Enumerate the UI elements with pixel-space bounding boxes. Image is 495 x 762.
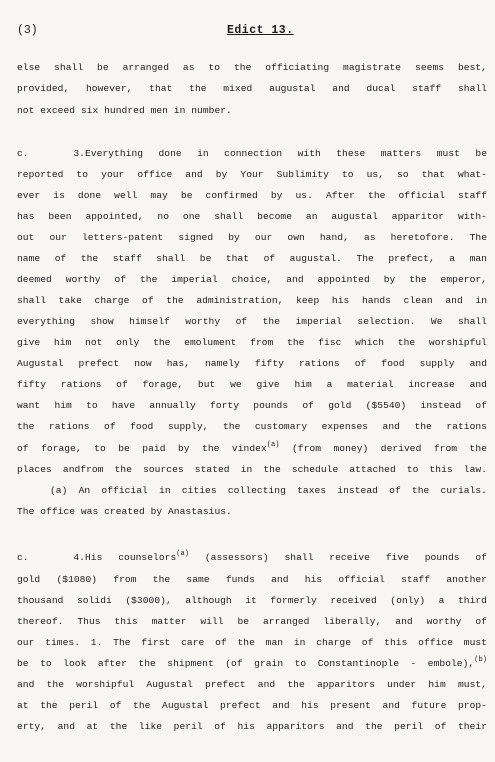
text-line: Augustal prefect now has, namely fifty rations of food supply and	[17, 358, 487, 369]
text-line: not exceed six hundred men in number.	[17, 105, 232, 116]
text-line: the rations of food supply, the customary expenses and the rations	[17, 421, 487, 432]
section-number: c. 3.	[17, 148, 85, 159]
footnote-line: The office was created by Anastasius.	[17, 506, 232, 517]
text-line: shall take charge of the administration, keep his hands clean and in	[17, 295, 487, 306]
text-line: places andfrom the sources stated in the schedule attached to this law.	[17, 464, 487, 475]
text-line: name of the staff shall be that of augustal. The prefect, a man	[17, 253, 487, 264]
text-line: reported to your office and by Your Sublimity to us, so that what-	[17, 169, 487, 180]
text-segment: of forage, to be paid by the vindex	[17, 443, 267, 454]
text-line: has been appointed, no one shall become an augustal apparitor with-	[17, 211, 487, 222]
text-line: out our letters-patent signed by our own hand, as heretofore. The	[17, 232, 487, 243]
page-title: Edict 13.	[227, 24, 294, 37]
text-line: else shall be arranged as to the officiating magistrate seems best,	[17, 62, 487, 73]
footnote-line: (a) An official in cities collecting taxes instead of the curials.	[50, 485, 487, 496]
text-line: give him not only the emolument from the fisc which the worshipful	[17, 337, 487, 348]
text-line: everything show himself worthy of the imperial selection. We shall	[17, 316, 487, 327]
text-line: ever is done well may be confirmed by us. After the official staff	[17, 190, 487, 201]
footnote-marker: (a)	[176, 550, 190, 558]
text-segment: (from money) derived from the	[291, 443, 487, 454]
page-number: (3)	[17, 24, 38, 37]
text-line: gold ($1080) from the same funds and his official staff another	[17, 574, 487, 585]
section-c4-first-line	[17, 552, 487, 564]
text-segment: Everything done in connection with these matters must be	[85, 148, 487, 159]
text-line	[17, 443, 487, 455]
text-line	[17, 658, 487, 670]
text-segment: (assessors) shall receive five pounds of	[204, 552, 487, 563]
section-c3-first-line	[17, 148, 487, 160]
text-line: thousand solidi ($3000), although it formerly received (only) a third	[17, 595, 487, 606]
text-line: at the peril of the Augustal prefect and his present and future prop-	[17, 700, 487, 711]
text-line: want him to have annually forty pounds of gold ($5540) instead of	[17, 400, 487, 411]
text-line: provided, however, that the mixed augustal and ducal staff shall	[17, 83, 487, 94]
page-header	[17, 24, 475, 42]
footnote-marker: (b)	[474, 656, 487, 664]
text-line: deemed worthy of the imperial choice, and appointed by the emperor,	[17, 274, 487, 285]
text-line: our times. 1. The first care of the man in charge of this office must	[17, 637, 487, 648]
text-line: fifty rations of forage, but we give him a material increase and	[17, 379, 487, 390]
text-segment: His counselors	[85, 552, 177, 563]
footnote-marker: (a)	[266, 441, 280, 449]
text-segment: be to look after the shipment (of grain to Constantinople - embole),	[17, 658, 475, 669]
section-number: c. 4.	[17, 552, 85, 563]
text-line: erty, and at the like peril of his apparitors and the peril of their	[17, 721, 487, 732]
text-line: thereof. Thus this matter will be arranged liberally, and worthy of	[17, 616, 487, 627]
text-line: and the worshipful Augustal prefect and the apparitors under him must,	[17, 679, 487, 690]
